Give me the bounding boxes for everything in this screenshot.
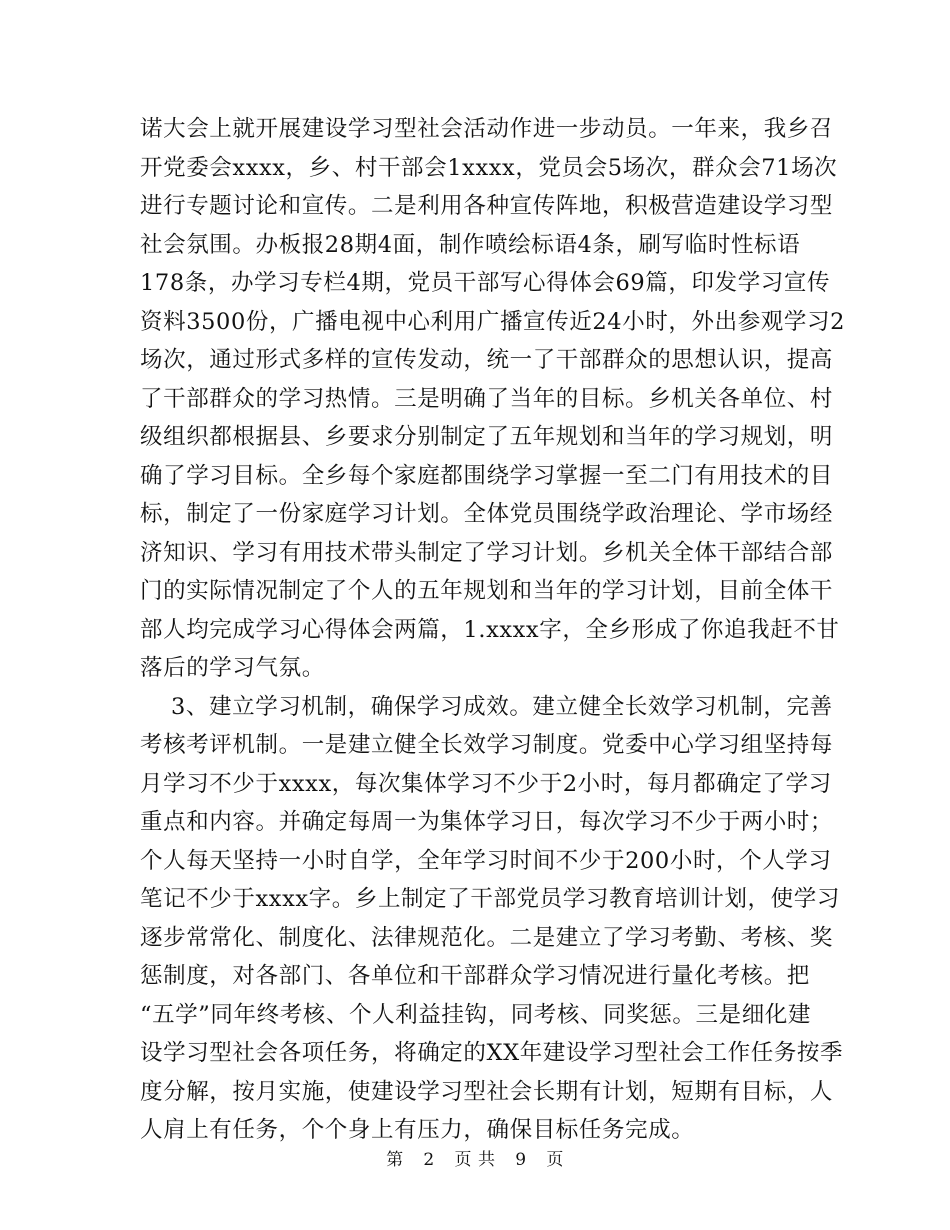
text-line: 进行专题讨论和宣传。二是利用各种宣传阵地，积极营造建设学习型 — [140, 193, 834, 219]
text-line: 确了学习目标。全乡每个家庭都围绕学习掌握一至二门有用技术的目 — [140, 462, 834, 489]
text-line: 3、建立学习机制，确保学习成效。建立健全长效学习机制，完善 — [140, 693, 833, 720]
document-body — [140, 110, 846, 1150]
page-number: 2 — [423, 1150, 435, 1170]
text-line: 济知识、学习有用技术带头制定了学习计划。乡机关全体干部结合部 — [140, 539, 834, 566]
page-middle: 页 共 — [454, 1150, 496, 1170]
text-line: 落后的学习气氛。 — [140, 655, 325, 681]
text-line: 场次，通过形式多样的宣传发动，统一了干部群众的思想认识，提高 — [140, 347, 834, 373]
text-line: 重点和内容。并确定每周一为集体学习日，每次学习不少于两小时； — [140, 809, 834, 835]
text-line: 标，制定了一份家庭学习计划。全体党员围绕学政治理论、学市场经 — [140, 501, 834, 527]
text-line: 度分解，按月实施，使建设学习型社会长期有计划，短期有目标，人 — [140, 1078, 834, 1105]
page-prefix: 第 — [386, 1150, 404, 1170]
text-line: 个人每天坚持一小时自学，全年学习时间不少于200小时，个人学习 — [140, 847, 832, 874]
text-line: 逐步常常化、制度化、法律规范化。二是建立了学习考勤、考核、奖 — [140, 924, 834, 951]
text-line: 诺大会上就开展建设学习型社会活动作进一步动员。一年来，我乡召 — [140, 116, 834, 142]
text-line: 178条，办学习专栏4期，党员干部写心得体会69篇，印发学习宣传 — [140, 270, 831, 296]
text-line: 社会氛围。办板报28期4面，制作喷绘标语4条，刷写临时性标语 — [140, 231, 801, 258]
text-line: 开党委会xxxx，乡、村干部会1xxxx，党员会5场次，群众会71场次 — [140, 154, 838, 181]
text-line: “五学”同年终考核、个人利益挂钩，同考核、同奖惩。三是细化建 — [140, 1001, 812, 1028]
text-line: 月学习不少于xxxx，每次集体学习不少于2小时，每月都确定了学习 — [140, 770, 832, 797]
text-line: 部人均完成学习心得体会两篇，1.xxxx字，全乡形成了你追我赶不甘 — [140, 616, 840, 643]
text-line: 设学习型社会各项任务，将确定的XX年建设学习型社会工作任务按季 — [140, 1040, 844, 1066]
text-line: 级组织都根据县、乡要求分别制定了五年规划和当年的学习规划，明 — [140, 424, 834, 450]
text-line: 笔记不少于xxxx字。乡上制定了干部党员学习教育培训计划，使学习 — [140, 886, 840, 912]
text-line: 门的实际情况制定了个人的五年规划和当年的学习计划，目前全体干 — [140, 578, 834, 604]
page-suffix: 页 — [546, 1150, 564, 1170]
total-pages: 9 — [515, 1150, 527, 1170]
text-line: 人肩上有任务，个个身上有压力，确保目标任务完成。 — [140, 1117, 695, 1143]
text-line: 考核考评机制。一是建立健全长效学习制度。党委中心学习组坚持每 — [140, 732, 834, 758]
text-line: 了干部群众的学习热情。三是明确了当年的目标。乡机关各单位、村 — [140, 385, 834, 412]
page-footer — [0, 1148, 950, 1172]
text-line: 惩制度，对各部门、各单位和干部群众学习情况进行量化考核。把 — [140, 963, 810, 989]
text-line: 资料3500份，广播电视中心利用广播宣传近24小时，外出参观学习2 — [140, 308, 846, 335]
